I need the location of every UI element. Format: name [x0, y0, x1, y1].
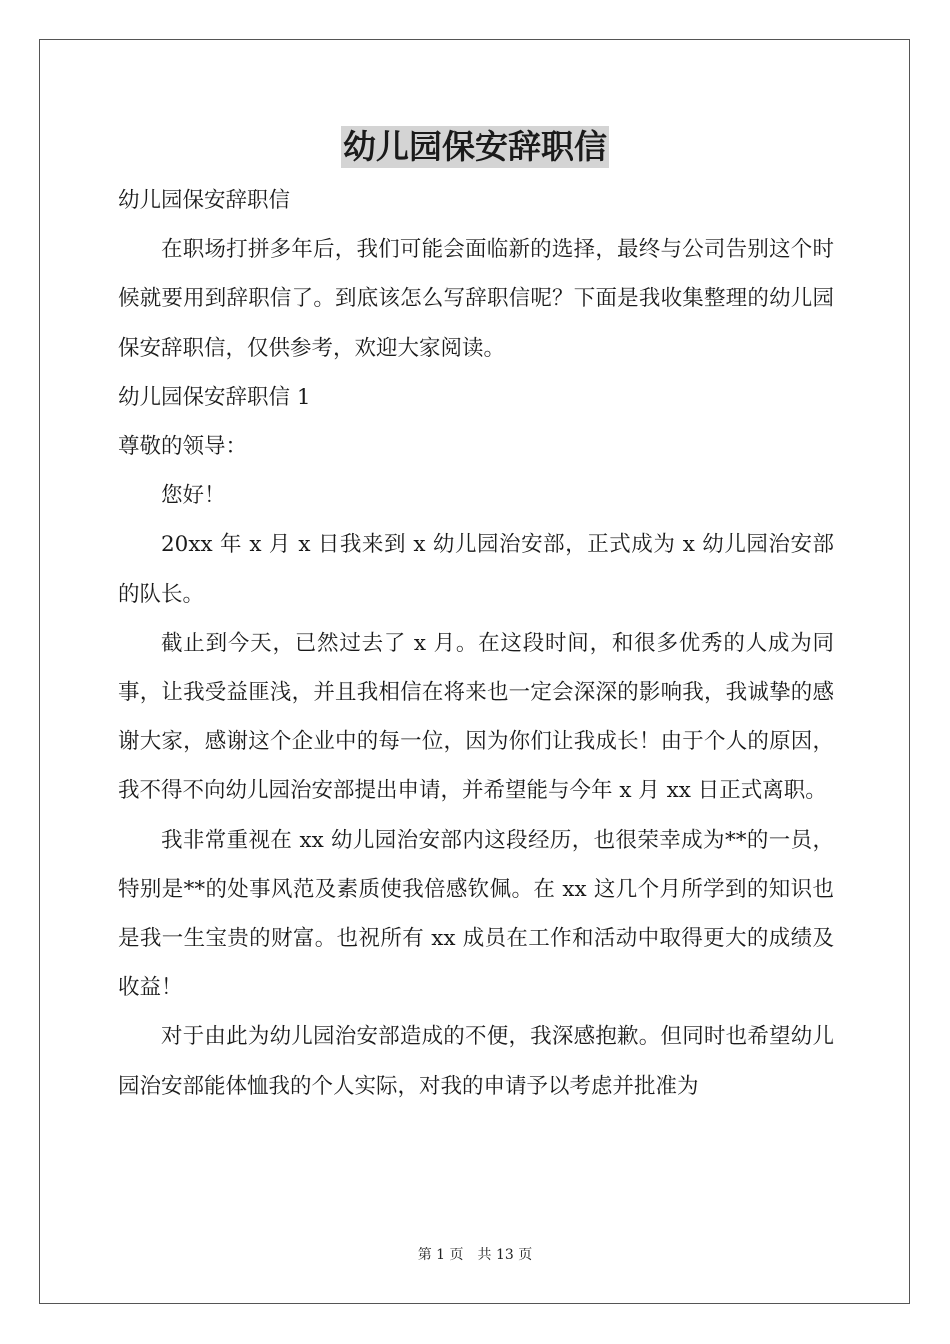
paragraph-subtitle: 幼儿园保安辞职信: [118, 188, 291, 213]
paragraph-body: 截止到今天，已然过去了 x 月。在这段时间，和很多优秀的人成为同事，让我受益匪浅，并且我相信在将来也一定会深深的影响我，我诚挚的感谢大家，感谢这个企业中的每一位，因为你们让我成长！由于个人的原因，我不得不向幼儿园治安部提出申请，并希望能与今年 x 月 xx 日正式离职。: [118, 630, 834, 804]
paragraph-greeting: 您好！: [161, 483, 226, 509]
paragraph-letter-heading: 幼儿园保安辞职信 1: [118, 384, 311, 410]
paragraph-intro: 在职场打拼多年后，我们可能会面临新的选择，最终与公司告别这个时候就要用到辞职信了。到底该怎么写辞职信呢？下面是我收集整理的幼儿园保安辞职信，仅供参考，欢迎大家阅读。: [118, 237, 834, 361]
paragraph-body: 20xx 年 x 月 x 日我来到 x 幼儿园治安部，正式成为 x 幼儿园治安部的队长。: [118, 532, 834, 607]
paragraph-body: 对于由此为幼儿园治安部造成的不便，我深感抱歉。但同时也希望幼儿园治安部能体恤我的个人实际，对我的申请予以考虑并批准为: [118, 1024, 834, 1099]
page-number-footer: 第 1 页 共 13 页: [417, 1247, 533, 1263]
paragraph-body: 我非常重视在 xx 幼儿园治安部内这段经历，也很荣幸成为**的一员，特别是**的处事风范及素质使我倍感钦佩。在 xx 这几个月所学到的知识也是我一生宝贵的财富。也祝所有 xx 成员在工作和活动中取得更大的成绩及收益！: [118, 827, 834, 1001]
document-title-text: 幼儿园保安辞职信: [343, 127, 607, 166]
document-body: [118, 176, 834, 1111]
paragraph-salutation: 尊敬的领导：: [118, 434, 248, 460]
document-title: [0, 126, 950, 174]
